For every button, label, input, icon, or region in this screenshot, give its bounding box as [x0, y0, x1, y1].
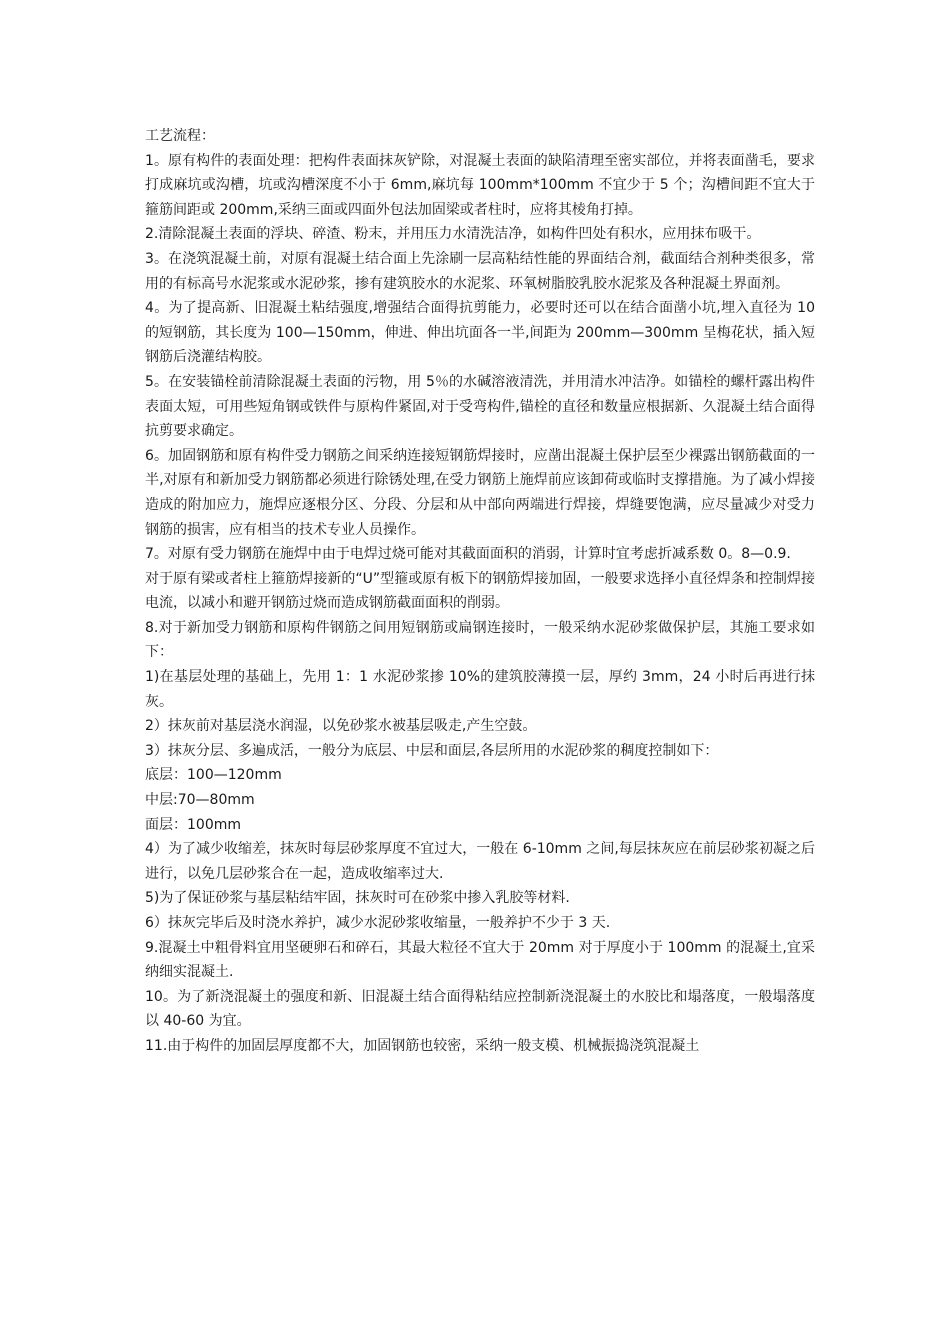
list-item-8-4: 4）为了减少收缩差，抹灰时每层砂浆厚度不宜过大，一般在 6-10mm 之间,每层抹灰应在前层砂浆初凝之后进行，以免几层砂浆合在一起，造成收缩率过大.	[145, 841, 815, 882]
list-item-8-3: 3）抹灰分层、多遍成活，一般分为底层、中层和面层,各层所用的水泥砂浆的稠度控制如下：	[145, 742, 719, 759]
paragraph-step-5: 5。在安装锚栓前清除混凝土表面的污物，用 5％的水碱溶液清洗，并用清水冲洁净。如锚栓的螺杆露出构件表面太短，可用些短角钢或铁件与原构件紧固,对于受弯构件,锚栓的直径和数量应根据新、久混凝土结合面得抗剪要求确定。	[145, 373, 815, 440]
paragraph-step-7-note: 对于原有梁或者柱上箍筋焊接新的“U”型箍或原有板下的钢筋焊接加固，一般要求选择小直径焊条和控制焊接电流，以减小和避开钢筋过烧而造成钢筋截面面积的削弱。	[145, 570, 815, 612]
paragraph-step-11: 11.由于构件的加固层厚度都不大，加固钢筋也较密，采纳一般支模、机械振捣浇筑混凝土	[145, 1037, 700, 1054]
layer-base: 底层：100—120mm	[145, 767, 282, 784]
list-item-8-6: 6）抹灰完毕后及时浇水养护，减少水泥砂浆收缩量，一般养护不少于 3 天.	[145, 915, 611, 931]
list-item-8-5: 5)为了保证砂浆与基层粘结牢固，抹灰时可在砂浆中掺入乳胶等材料.	[145, 890, 570, 907]
paragraph-step-10: 10。为了新浇混凝土的强度和新、旧混凝土结合面得粘结应控制新浇混凝土的水胶比和塌落度，一般塌落度以 40-60 为宜。	[145, 988, 815, 1030]
paragraph-step-3: 3。在浇筑混凝土前，对原有混凝土结合面上先涂刷一层高粘结性能的界面结合剂，截面结合剂种类很多，常用的有标高号水泥浆或水泥砂浆，掺有建筑胶水的水泥浆、环氧树脂胶乳胶水泥浆及各种混凝土界面剂。	[145, 250, 815, 292]
list-item-8-1: 1)在基层处理的基础上，先用 1：1 水泥砂浆掺 10%的建筑胶薄摸一层，厚约 3mm，24 小时后再进行抹灰。	[145, 669, 815, 710]
paragraph-step-8: 8.对于新加受力钢筋和原构件钢筋之间用短钢筋或扁钢连接时，一般采纳水泥砂浆做保护层，其施工要求如下：	[145, 619, 815, 661]
list-item-8-2: 2）抹灰前对基层浇水润湿，以免砂浆水被基层吸走,产生空鼓。	[145, 718, 537, 735]
paragraph-step-4: 4。为了提高新、旧混凝土粘结强度,增强结合面得抗剪能力，必要时还可以在结合面凿小坑,埋入直径为 10 的短钢筋，其长度为 100—150mm，伸进、伸出坑面各一半,间距为 200mm—300mm 呈梅花状，插入短钢筋后浇灌结构胶。	[145, 300, 815, 366]
paragraph-step-9: 9.混凝土中粗骨料宜用坚硬卵石和碎石，其最大粒径不宜大于 20mm 对于厚度小于 100mm 的混凝土,宜采纳细实混凝土.	[145, 939, 815, 981]
layer-middle: 中层:70—80mm	[145, 792, 255, 809]
paragraph-step-2: 2.清除混凝土表面的浮块、碎渣、粉末，并用压力水清洗洁净，如构件凹处有积水，应用抹布吸干。	[145, 226, 761, 243]
paragraph-step-7: 7。对原有受力钢筋在施焊中由于电焊过烧可能对其截面面积的消弱，计算时宜考虑折减系数 0。8—0.9.	[145, 546, 791, 563]
section-heading: 工艺流程：	[145, 128, 215, 144]
layer-surface: 面层：100mm	[145, 816, 241, 833]
paragraph-step-6: 6。加固钢筋和原有构件受力钢筋之间采纳连接短钢筋焊接时，应凿出混凝土保护层至少裸露出钢筋截面的一半,对原有和新加受力钢筋都必须进行除锈处理,在受力钢筋上施焊前应该卸荷或临时支撑措施。为了减小焊接造成的附加应力，施焊应逐根分区、分段、分层和从中部向两端进行焊接，焊缝要饱满，应尽量减少对受力钢筋的损害，应有相当的技术专业人员操作。	[145, 447, 815, 538]
document-body	[145, 124, 815, 1059]
paragraph-step-1: 1。原有构件的表面处理：把构件表面抹灰铲除，对混凝土表面的缺陷清理至密实部位，并将表面凿毛，要求打成麻坑或沟槽，坑或沟槽深度不小于 6mm,麻坑每 100mm*100mm 不宜少于 5 个；沟槽间距不宜大于箍筋间距或 200mm,采纳三面或四面外包法加固梁或者柱时，应将其棱角打掉。	[145, 152, 815, 218]
